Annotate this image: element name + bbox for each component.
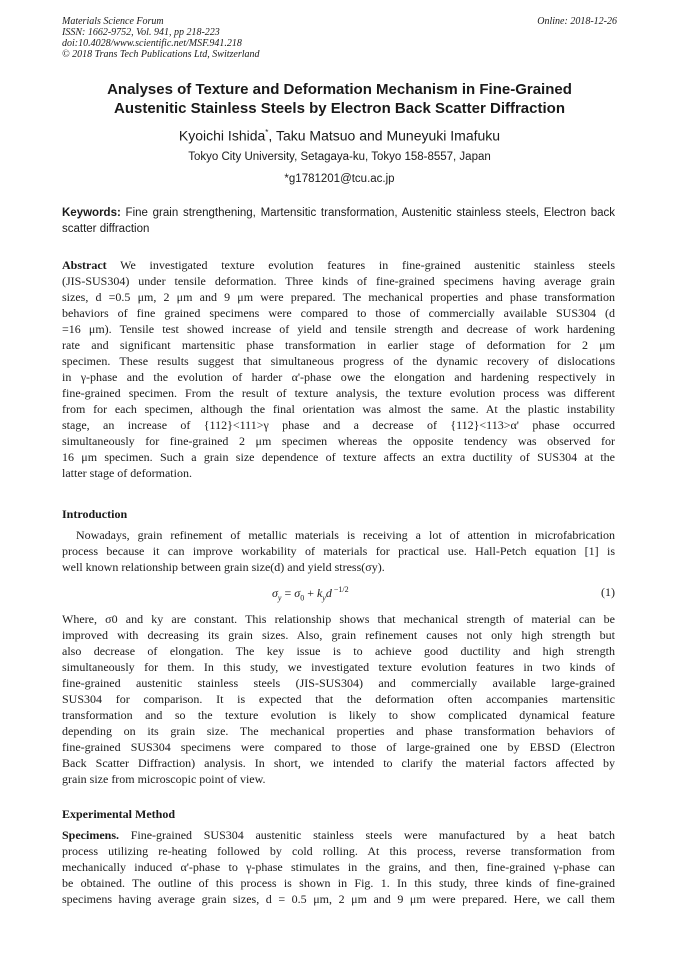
journal-doi: doi:10.4028/www.scientific.net/MSF.941.218 [62,38,242,49]
intro-line: also decrease of elongation. The key issue is to achieve good ductility and high strength [62,644,615,658]
equation-formula: $\sigma_y = \sigma_0 + k_yd$ $^{-1/2}$ [272,585,349,603]
journal-header [62,16,617,60]
email-address: *g1781201@tcu.ac.jp [284,173,395,185]
paper-title [62,80,617,118]
abstract-label: Abstract [62,258,107,272]
author-list [62,124,617,145]
author-first: Kyoichi Ishida [178,127,266,144]
intro-line: depending on its grain size. The mechanical properties and phase transformation behaviors of [62,724,615,738]
abstract-line: =16 μm). Tensile test showed increase of yield and tensile strength and decrease of work hardening [62,322,615,336]
intro-line: well known relationship between grain size(d) and yield stress(σy). [62,560,385,574]
abstract-line: (JIS-SUS304) under tensile deformation. Three kinds of fine-grained specimens having average grain [62,274,615,288]
keywords [62,205,615,237]
intro-line: Nowadays, grain refinement of metallic materials is receiving a lot of attention in microfabrication [76,528,615,542]
experimental-paragraph [62,827,615,907]
abstract-line: 16 μm specimen. Such a grain size dependence of texture affects an extra ductility of SUS304 at the [62,450,615,464]
specimens-label: Specimens. [62,828,119,842]
abstract-line: stage, an increase of {112}<111>γ phase and a decrease of {112}<113>α' phase occurred [62,418,615,432]
journal-issn: ISSN: 1662-9752, Vol. 941, pp 218-223 [62,27,220,38]
experimental-line: be obtained. The outline of this process is shown in Fig. 1. In this study, three kinds of fine-grained [62,876,615,890]
experimental-line: process utilizing re-heating followed by cold rolling. At this process, reverse transformation from [62,844,615,858]
experimental-heading: Experimental Method [62,807,175,821]
intro-line: improved with decreasing its grain sizes. Also, grain refinement causes not only high strength but [62,628,615,642]
abstract-line: specimen. These results suggest that simultaneous progress of the dynamic recovery of dislocations [62,354,615,368]
intro-line: process because it can improve workability of materials for practical use. Hall-Petch equation [1] is [62,544,615,558]
intro-line: Where, σ0 and ky are constant. This relationship shows that mechanical strength of material can be [62,612,615,626]
intro-line: fine-grained austenitic stainless steels (JIS-SUS304) and commercially available large-grained [62,676,615,690]
abstract-line: fine-grained specimen. From the result of texture analysis, the texture evolution process was different [62,386,615,400]
abstract-line: rate and significant martensitic phase transformation in earlier stage of deformation for 2 μm [62,338,615,352]
abstract-line: latter stage of deformation. [62,466,192,480]
title-line: Austenitic Stainless Steels by Electron Back Scatter Diffraction [114,100,565,117]
abstract-line: sizes, d =0.5 μm, 2 μm and 9 μm were prepared. The mechanical properties and phase transformation [62,290,615,304]
introduction-para1 [62,527,615,575]
author-rest: , Taku Matsuo and Muneyuki Imafuku [268,127,501,144]
title-line: Analyses of Texture and Deformation Mechanism in Fine-Grained [107,81,572,98]
keywords-label: Keywords: [62,207,121,219]
intro-line: SUS304 for comparison. It is expected that the deformation often accompanies martensitic [62,692,615,706]
intro-line: Back Scatter Diffraction) analysis. In short, we intended to clarify the material factors affected by [62,756,615,770]
introduction-para2 [62,611,615,787]
abstract-line: Abstract We investigated texture evolution features in fine-grained austenitic stainless steels [62,258,615,272]
abstract-line: behaviors of fine grained specimens were compared to those of commercially available SUS304 (d [62,306,615,320]
hall-petch-equation [62,583,615,603]
intro-line: simultaneously for them. In this study, we investigated texture evolution features in two kinds of [62,660,615,674]
intro-line: transformation and so the texture evolution is likely to show complicated dynamical feature [62,708,615,722]
experimental-line: specimens having average grain sizes, d = 0.5 μm, 2 μm and 9 μm were prepared. Here, we call them [62,892,615,906]
journal-name: Materials Science Forum [62,16,164,27]
abstract-line: simultaneously for fine-grained 2 μm specimen whereas the opposite tendency was observed for [62,434,615,448]
intro-line: fine-grained SUS304 specimens were compared to those of large-grained one by EBSD (Electron [62,740,615,754]
abstract [62,257,615,481]
intro-line: grain size from microscopic point of view. [62,772,266,786]
keywords-text: Fine grain strengthening, Martensitic transformation, Austenitic stainless steels, Electron back scatter diffraction [62,207,616,235]
journal-copyright: © 2018 Trans Tech Publications Ltd, Switzerland [62,49,260,60]
online-date: Online: 2018-12-26 [537,16,617,27]
corresponding-mark: * [265,128,269,137]
experimental-line: mechanically induced α'-phase to γ-phase stimulates in the grains, and then, fine-grained γ-phase can [62,860,615,874]
experimental-line: Specimens. Fine-grained SUS304 austenitic stainless steels were manufactured by a heat batch [62,828,615,842]
introduction-heading: Introduction [62,507,128,521]
abstract-line: from for each specimen, although the final orientation was almost the same. At the plastic instability [62,402,615,416]
affiliation: Tokyo City University, Setagaya-ku, Tokyo 158-8557, Japan [188,151,491,163]
abstract-line: in γ-phase and the evolution of harder α'-phase owe the elongation and hardening respectively in [62,370,615,384]
equation-number: (1) [601,585,615,599]
